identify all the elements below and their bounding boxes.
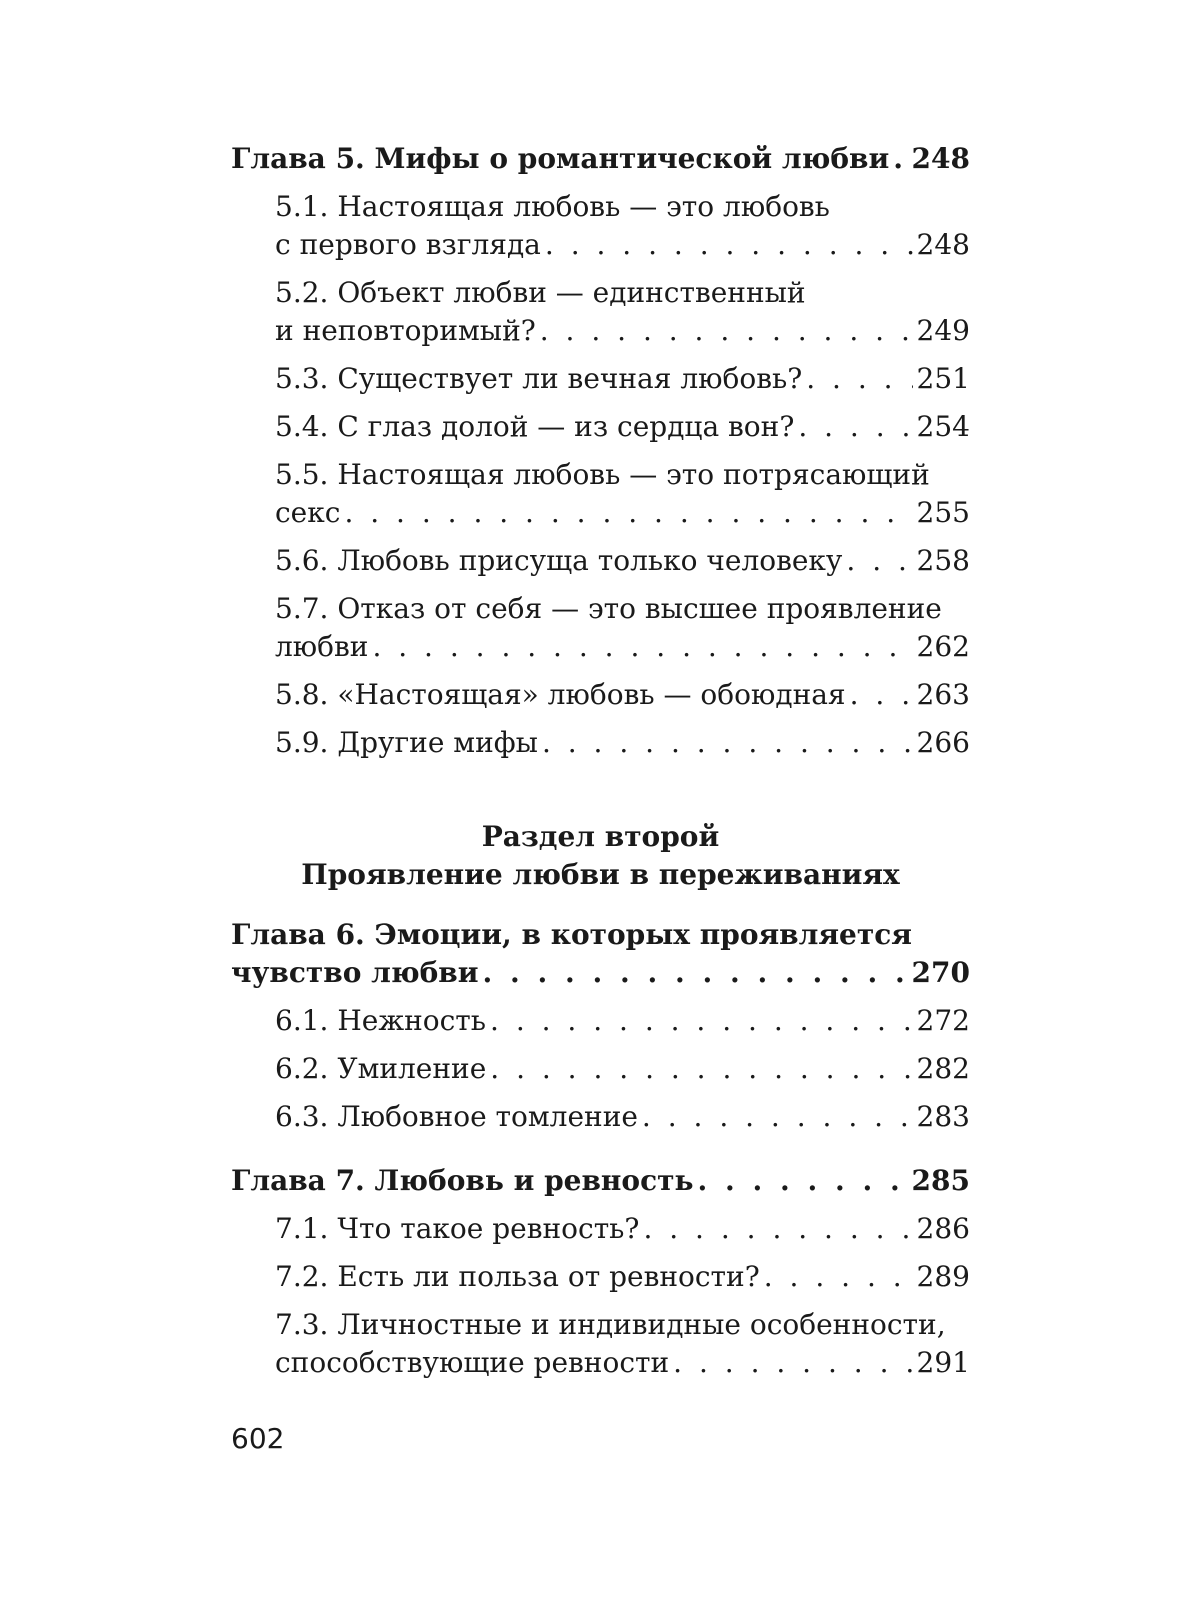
dot-leader: [372, 628, 912, 666]
entry-page: 266: [916, 726, 970, 759]
toc-chapter-5[interactable]: [231, 140, 970, 178]
dot-leader: [642, 1098, 913, 1136]
entry-page: 283: [916, 1100, 970, 1133]
dot-leader: [698, 1162, 908, 1200]
entry-title: 7.1. Что такое ревность?: [275, 1212, 640, 1245]
dot-leader: [764, 1258, 913, 1296]
entry-page: 263: [916, 678, 970, 711]
dot-leader: [490, 1002, 913, 1040]
entry-page: 258: [916, 544, 970, 577]
section-label: Раздел второй: [481, 820, 720, 853]
section-heading: [231, 818, 970, 894]
entry-title: 6.1. Нежность: [275, 1004, 487, 1037]
toc-entry-7-2[interactable]: [231, 1258, 970, 1296]
section-title: Проявление любви в переживаниях: [301, 858, 900, 891]
toc-entry-5-7[interactable]: [231, 590, 970, 666]
toc-entry-5-6[interactable]: [231, 542, 970, 580]
entry-page: 249: [916, 314, 970, 347]
entry-title-line1: 7.3. Личностные и индивидные особенности,: [275, 1308, 946, 1341]
toc-entry-5-8[interactable]: [231, 676, 970, 714]
toc-entry-5-1[interactable]: [231, 188, 970, 264]
entry-title-line2: любви: [275, 630, 369, 663]
table-of-contents: [231, 140, 970, 1382]
entry-page: 291: [916, 1346, 970, 1379]
entry-title: 5.8. «Настоящая» любовь — обоюдная: [275, 678, 846, 711]
dot-leader: [545, 226, 913, 264]
entry-title: 5.4. С глаз долой — из сердца вон?: [275, 410, 795, 443]
entry-page: 282: [916, 1052, 970, 1085]
entry-page: 255: [916, 496, 970, 529]
entry-title: 6.2. Умиление: [275, 1052, 487, 1085]
entry-title: 5.6. Любовь присуща только человеку: [275, 544, 843, 577]
dot-leader: [490, 1050, 912, 1088]
toc-entry-6-2[interactable]: [231, 1050, 970, 1088]
toc-entry-7-3[interactable]: [231, 1306, 970, 1382]
page-number: 602: [231, 1422, 285, 1455]
entry-title-line1: 5.1. Настоящая любовь — это любовь: [275, 190, 830, 223]
toc-entry-5-2[interactable]: [231, 274, 970, 350]
toc-entry-5-3[interactable]: [231, 360, 970, 398]
chapter-page: 270: [911, 956, 970, 989]
entry-page: 251: [916, 362, 970, 395]
chapter-page: 285: [911, 1164, 970, 1197]
toc-chapter-6[interactable]: [231, 916, 970, 992]
entry-title-line1: 5.7. Отказ от себя — это высшее проявление: [275, 592, 942, 625]
dot-leader: [798, 408, 912, 446]
dot-leader: [893, 140, 907, 178]
entry-page: 254: [916, 410, 970, 443]
dot-leader: [542, 724, 913, 762]
toc-entry-5-5[interactable]: [231, 456, 970, 532]
entry-title-line2: секс: [275, 496, 341, 529]
dot-leader: [846, 542, 912, 580]
entry-page: 286: [916, 1212, 970, 1245]
dot-leader: [643, 1210, 912, 1248]
toc-chapter-7[interactable]: [231, 1162, 970, 1200]
entry-title: 6.3. Любовное томление: [275, 1100, 638, 1133]
entry-title: 5.3. Существует ли вечная любовь?: [275, 362, 803, 395]
entry-title-line2: с первого взгляда: [275, 228, 541, 261]
dot-leader: [806, 360, 912, 398]
entry-page: 262: [916, 630, 970, 663]
entry-page: 289: [916, 1260, 970, 1293]
chapter-title: Глава 7. Любовь и ревность: [231, 1164, 694, 1197]
entry-page: 248: [916, 228, 970, 261]
dot-leader: [673, 1344, 912, 1382]
entry-title: 7.2. Есть ли польза от ревности?: [275, 1260, 760, 1293]
entry-page: 272: [916, 1004, 970, 1037]
chapter-title-line2: чувство любви: [231, 956, 479, 989]
toc-entry-5-4[interactable]: [231, 408, 970, 446]
chapter-title-line1: Глава 6. Эмоции, в которых проявляется: [231, 918, 912, 951]
toc-entry-7-1[interactable]: [231, 1210, 970, 1248]
entry-title-line2: способствующие ревности: [275, 1346, 670, 1379]
entry-title-line2: и неповторимый?: [275, 314, 536, 347]
entry-title-line1: 5.2. Объект любви — единственный: [275, 276, 806, 309]
dot-leader: [850, 676, 913, 714]
toc-entry-6-1[interactable]: [231, 1002, 970, 1040]
toc-entry-6-3[interactable]: [231, 1098, 970, 1136]
dot-leader: [540, 312, 913, 350]
entry-title-line1: 5.5. Настоящая любовь — это потрясающий: [275, 458, 930, 491]
toc-entry-5-9[interactable]: [231, 724, 970, 762]
dot-leader: [344, 494, 912, 532]
chapter-title: Глава 5. Мифы о романтической любви: [231, 142, 890, 175]
chapter-page: 248: [911, 142, 970, 175]
entry-title: 5.9. Другие мифы: [275, 726, 538, 759]
dot-leader: [483, 954, 908, 992]
